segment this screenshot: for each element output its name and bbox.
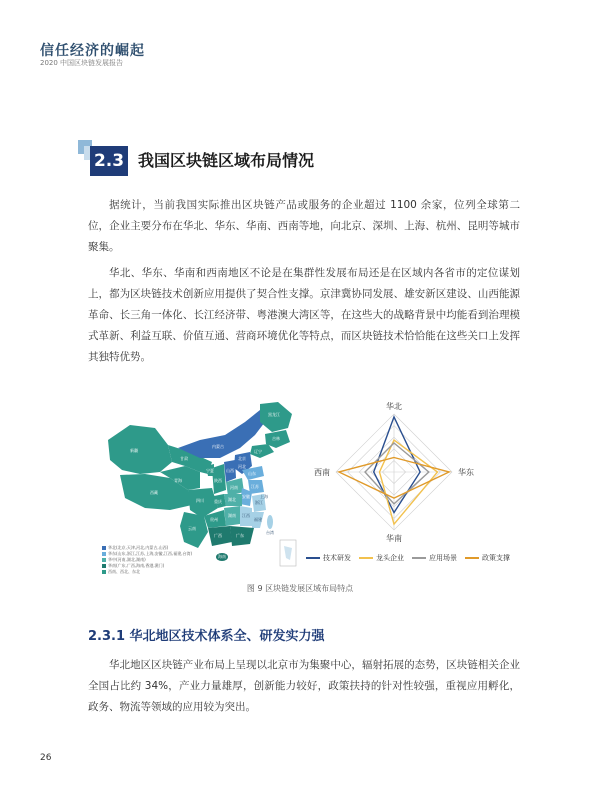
section-title: 我国区块链区域布局情况: [138, 151, 315, 170]
map-label-henan: 河南: [230, 485, 238, 490]
map-label-xizang: 西藏: [150, 490, 158, 495]
map-label-shaanxi: 陕西: [214, 478, 222, 483]
radar-legend-item: [306, 553, 351, 563]
map-label-jilin: 吉林: [272, 436, 280, 441]
radar-legend-swatch: [412, 557, 426, 559]
map-label-chongqing: 重庆: [214, 499, 222, 504]
map-label-guizhou: 贵州: [210, 517, 218, 522]
paragraph-north-china: 华北地区区块链产业布局上呈现以北京市为集聚中心，辐射拓展的态势，区块链相关企业全国占比约 34%，产业力量雄厚，创新能力较好，政策扶持的针对性较强，重视应用孵化，政务、物流等领域的应用较为突出。: [88, 659, 520, 713]
map-region-xinjiang: [108, 425, 172, 474]
radar-legend-label: 龙头企业: [376, 554, 404, 562]
section-number: 2.3: [90, 146, 128, 176]
map-label-taiwan: 台湾: [266, 530, 274, 535]
map-label-shandong: 山东: [248, 471, 256, 476]
radar-axis-label-north: 华北: [386, 402, 402, 411]
map-legend-swatch: [102, 564, 106, 568]
subsection-title: 2.3.1 华北地区技术体系全、研发实力强: [88, 629, 325, 644]
map-legend-label: 华中(河南,湖北,湖南): [108, 557, 146, 562]
figure-caption: 图 9 区块链发展区域布局特点: [246, 584, 354, 593]
radar-axis-label-east: 华东: [458, 468, 474, 477]
map-legend-label: 华东(山东,浙江,江苏,上海,安徽,江西,福建,台湾): [108, 551, 193, 556]
map-label-guangxi: 广西: [214, 533, 222, 538]
map-label-guangdong: 广东: [236, 533, 244, 538]
map-label-shanxi: 山西: [226, 468, 234, 473]
map-region-heilongjiang: [260, 402, 292, 432]
map-legend-label: 华南(广东,广西,海南,香港,澳门): [108, 563, 165, 568]
map-label-fujian: 福建: [254, 517, 262, 522]
map-label-heilongjiang: 黑龙江: [268, 412, 280, 417]
map-label-anhui: 安徽: [242, 494, 250, 499]
map-legend-swatch: [102, 552, 106, 556]
map-legend-swatch: [102, 546, 106, 550]
map-region-taiwan: [267, 515, 273, 529]
radar-legend-label: 政策支撑: [482, 554, 510, 562]
radar-legend-item: [412, 553, 457, 563]
report-subtitle: 2020 中国区块链发展报告: [40, 59, 124, 67]
map-label-gansu: 甘肃: [180, 456, 188, 461]
map-legend-label: 西南、西北、东北: [108, 569, 140, 574]
map-label-jiangsu: 江苏: [251, 484, 259, 489]
radar-legend-swatch: [306, 557, 320, 559]
map-legend: [102, 545, 192, 575]
radar-legend-swatch: [359, 557, 373, 559]
page-number: 26: [40, 753, 52, 763]
paragraph-enterprise-stats: 据统计，当前我国实际推出区块链产品或服务的企业超过 1100 余家，位列全球第二位，企业主要分布在华北、华东、华南、西南等地，向北京、深圳、上海、杭州、昆明等城市聚集。: [88, 199, 520, 253]
report-title: 信任经济的崛起: [40, 43, 145, 59]
map-label-xinjiang: 新疆: [130, 448, 138, 453]
radar-legend-item: [359, 553, 404, 563]
map-label-neimenggu: 内蒙古: [212, 444, 224, 449]
map-label-sichuan: 四川: [196, 498, 204, 503]
map-label-hubei: 湖北: [228, 497, 236, 502]
map-label-ningxia: 宁夏: [206, 468, 214, 473]
radar-axis-label-south: 华南: [386, 534, 402, 543]
map-label-beijing: 北京: [238, 456, 246, 461]
radar-axis-label-southwest: 西南: [314, 468, 330, 477]
radar-legend-label: 技术研发: [323, 554, 351, 562]
map-legend-label: 华北(北京,天津,河北,内蒙古,山西): [108, 545, 169, 550]
radar-series-line: [374, 417, 420, 513]
radar-legend-label: 应用场景: [429, 554, 457, 562]
map-legend-swatch: [102, 570, 106, 574]
map-legend-item: [102, 569, 192, 575]
map-label-liaoning: 辽宁: [254, 449, 262, 454]
map-label-zhejiang: 浙江: [255, 500, 263, 505]
map-label-hainan: 海南: [218, 554, 226, 559]
map-label-yunnan: 云南: [188, 526, 196, 531]
radar-legend-item: [465, 553, 510, 563]
map-label-hebei: 河北: [238, 464, 246, 469]
map-label-qinghai: 青海: [174, 478, 182, 483]
radar-legend: [306, 553, 510, 563]
map-label-hunan: 湖南: [228, 513, 236, 518]
map-legend-swatch: [102, 558, 106, 562]
map-label-jiangxi: 江西: [242, 513, 250, 518]
paragraph-regional-strategy: 华北、华东、华南和西南地区不论是在集群性发展布局还是在区域内各省市的定位谋划上，都为区块链技术创新应用提供了契合性支撑。京津冀协同发展、雄安新区建设、山西能源革命、长三角一体化、长江经济带、粤港澳大湾区等，在这些大的战略背景中均能看到治理模式革新、利益互联、价值互通、营商环境优化等特点，而区块链技术恰恰能在这些关口上发挥其独特优势。: [88, 267, 520, 363]
map-label-shanghai: 上海: [260, 494, 268, 499]
radar-legend-swatch: [465, 557, 479, 559]
radar-chart: [306, 400, 486, 550]
